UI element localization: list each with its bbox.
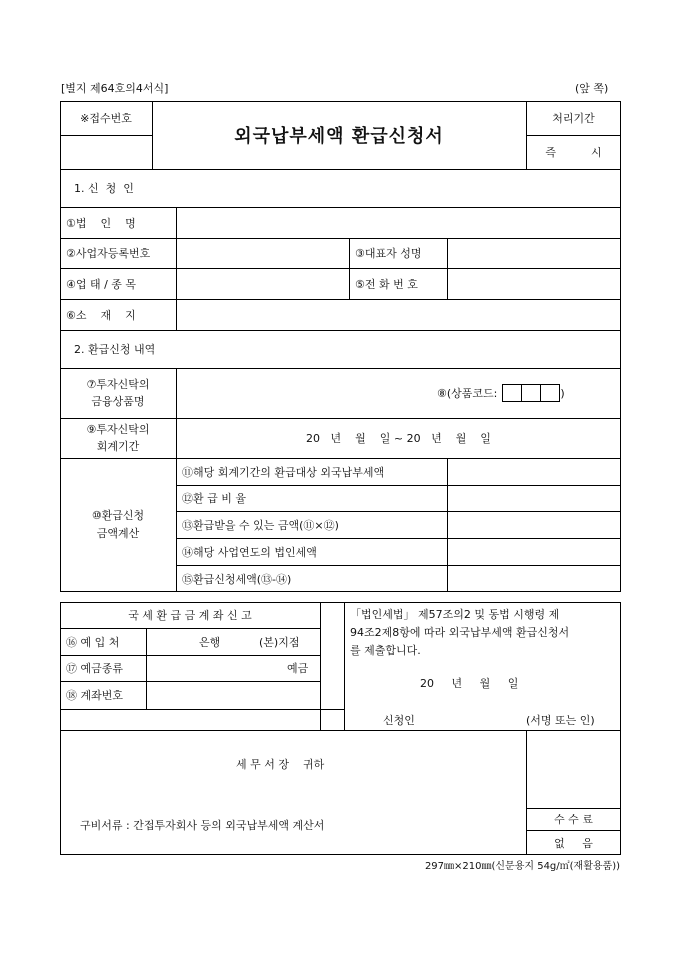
bank-label: ⑯ 예 입 처 bbox=[66, 635, 120, 649]
product-name-label-line1: ⑦투자신탁의 bbox=[86, 378, 150, 391]
product-code-box-2[interactable] bbox=[521, 384, 541, 402]
statement-line-2: 94조2제8항에 따라 외국납부세액 환급신청서 bbox=[350, 626, 570, 639]
product-name-label-line2: 금융상품명 bbox=[91, 395, 145, 408]
corp-name-field[interactable] bbox=[177, 207, 620, 238]
statement-date[interactable]: 20 년 월 일 bbox=[420, 677, 519, 690]
section-1-heading: 1. 신 청 인 bbox=[74, 182, 134, 195]
product-name-field[interactable] bbox=[177, 368, 427, 418]
product-code-close: ) bbox=[560, 386, 565, 400]
calc-row-label: ⑭해당 사업연도의 법인세액 bbox=[182, 545, 317, 559]
address-field[interactable] bbox=[177, 299, 620, 330]
calc-row-field[interactable] bbox=[448, 538, 620, 565]
address-label: ⑥소 재 지 bbox=[66, 308, 136, 322]
bank-field[interactable] bbox=[147, 628, 319, 655]
receipt-number-label: ※접수번호 bbox=[80, 112, 132, 125]
required-documents: 구비서류 : 간접투자회사 등의 외국납부세액 계산서 bbox=[80, 819, 325, 832]
accounting-period-label-line1: ⑨투자신탁의 bbox=[86, 423, 150, 436]
product-name-label bbox=[60, 368, 176, 418]
paper-spec: 297㎜×210㎜(신문용지 54g/㎡(재활용품)) bbox=[424, 861, 620, 872]
branch-unit: (본)지점 bbox=[259, 635, 300, 649]
calc-row-label: ⑪해당 회계기간의 환급대상 외국납부세액 bbox=[182, 465, 385, 479]
deposit-type-label: ⑰ 예금종류 bbox=[66, 662, 124, 675]
signature-area[interactable]: (서명 또는 인) bbox=[526, 714, 595, 727]
statement-line-1: 「법인세법」 제57조의2 및 동법 시행령 제 bbox=[350, 608, 560, 621]
calc-row-field[interactable] bbox=[448, 485, 620, 511]
accounting-period-value[interactable]: 20 년 월 일 ~ 20 년 월 일 bbox=[306, 432, 491, 445]
processing-period-label: 처리기간 bbox=[552, 112, 595, 125]
product-code-label: ⑧(상품코드: bbox=[437, 387, 498, 400]
bank-unit: 은행 bbox=[199, 635, 221, 649]
calc-row-field[interactable] bbox=[448, 511, 620, 538]
page-side: (앞 쪽) bbox=[575, 82, 609, 95]
calc-row-field[interactable] bbox=[448, 565, 620, 592]
corp-name-label: ①법 인 명 bbox=[66, 216, 136, 230]
statement-line-3: 를 제출합니다. bbox=[350, 644, 421, 657]
section-2-heading: 2. 환급신청 내역 bbox=[74, 343, 156, 356]
business-number-field[interactable] bbox=[177, 238, 349, 268]
product-code bbox=[437, 368, 617, 418]
business-type-label: ④업 태 / 종 목 bbox=[66, 277, 137, 291]
business-type-field[interactable] bbox=[177, 268, 349, 299]
processing-period-value: 즉 시 bbox=[545, 146, 602, 159]
calc-row-label: ⑬환급받을 수 있는 금액(⑪×⑫) bbox=[182, 518, 339, 532]
calc-row-field[interactable] bbox=[448, 458, 620, 485]
accounting-period-label-line2: 회계기간 bbox=[96, 440, 140, 453]
calc-row-label: ⑮환급신청세액(⑬-⑭) bbox=[182, 572, 292, 586]
accounting-period-label bbox=[60, 418, 176, 458]
deposit-type-field[interactable] bbox=[147, 655, 319, 681]
representative-label: ③대표자 성명 bbox=[355, 247, 422, 260]
phone-label: ⑤전 화 번 호 bbox=[355, 277, 418, 291]
phone-field[interactable] bbox=[448, 268, 620, 299]
business-number-label: ②사업자등록번호 bbox=[66, 247, 151, 260]
refund-calc-label-line1: ⑩환급신청 bbox=[91, 509, 145, 522]
account-heading: 국 세 환 급 금 계 좌 신 고 bbox=[128, 609, 252, 622]
form-number: [별지 제64호의4서식] bbox=[61, 82, 169, 95]
page-title: 외국납부세액 환급신청서 bbox=[234, 126, 444, 147]
calc-row-label: ⑫환 급 비 율 bbox=[182, 492, 246, 505]
representative-field[interactable] bbox=[448, 238, 620, 268]
fee-value: 없 음 bbox=[554, 836, 593, 850]
product-code-boxes[interactable] bbox=[503, 384, 560, 402]
receipt-number-field[interactable] bbox=[60, 135, 152, 169]
deposit-type-unit: 예금 bbox=[287, 662, 309, 675]
product-code-box-1[interactable] bbox=[502, 384, 522, 402]
addressee: 세 무 서 장 귀하 bbox=[236, 758, 325, 771]
fee-label: 수 수 료 bbox=[554, 813, 593, 826]
applicant-label: 신청인 bbox=[383, 714, 415, 727]
refund-calc-label bbox=[60, 458, 176, 592]
product-code-box-3[interactable] bbox=[540, 384, 560, 402]
refund-calc-label-line2: 금액계산 bbox=[96, 527, 140, 540]
account-number-field[interactable] bbox=[147, 681, 319, 709]
account-number-label: ⑱ 계좌번호 bbox=[66, 689, 124, 702]
